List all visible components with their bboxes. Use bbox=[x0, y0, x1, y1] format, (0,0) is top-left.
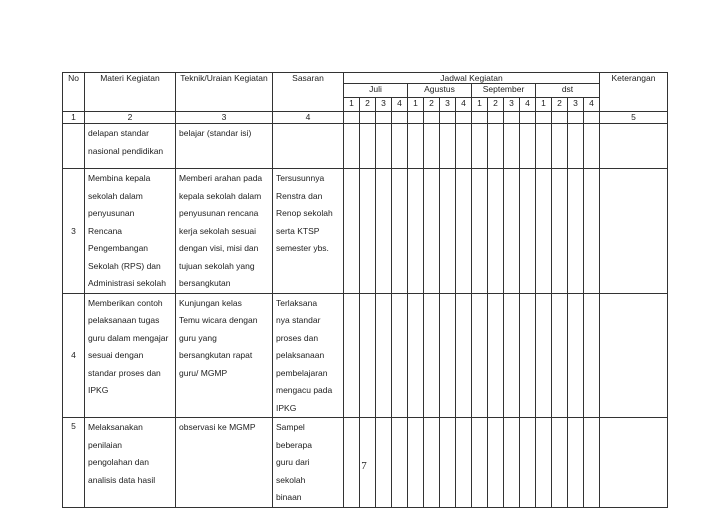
table-row bbox=[63, 169, 668, 294]
column-number: 4 bbox=[273, 112, 344, 124]
header-materi: Materi Kegiatan bbox=[85, 73, 176, 112]
header-week: 4 bbox=[456, 98, 472, 112]
row-sasaran: Sampel beberapa guru dari sekolah binaan bbox=[276, 422, 312, 502]
row-teknik: belajar (standar isi) bbox=[179, 128, 252, 138]
row-number bbox=[63, 124, 85, 169]
header-month-dst: dst bbox=[536, 84, 600, 98]
row-materi: Melaksanakan penilaian pengolahan dan analisis data hasil bbox=[88, 422, 156, 485]
column-number: 2 bbox=[85, 112, 176, 124]
header-week: 2 bbox=[552, 98, 568, 112]
table-row bbox=[63, 293, 668, 418]
row-teknik: Kunjungan kelas Temu wicara dengan guru yang bersangkutan rapat guru/ MGMP bbox=[179, 297, 258, 378]
schedule-table bbox=[62, 72, 668, 508]
row-number: 5 bbox=[63, 418, 85, 508]
header-week: 3 bbox=[376, 98, 392, 112]
column-number: 5 bbox=[600, 112, 668, 124]
header-week: 4 bbox=[584, 98, 600, 112]
header-week: 4 bbox=[520, 98, 536, 112]
header-week: 3 bbox=[440, 98, 456, 112]
row-materi: Membina kepala sekolah dalam penyusunan Rencana Pengembangan Sekolah (RPS) dan Administrasi sekolah bbox=[88, 173, 166, 288]
header-week: 1 bbox=[408, 98, 424, 112]
row-sasaran bbox=[273, 124, 343, 125]
header-week: 1 bbox=[344, 98, 360, 112]
header-week: 2 bbox=[360, 98, 376, 112]
row-materi: Memberikan contoh pelaksanaan tugas guru dalam mengajar sesuai dengan standar proses dan IPKG bbox=[88, 297, 169, 395]
header-jadwal: Jadwal Kegiatan bbox=[344, 73, 600, 84]
row-number: 3 bbox=[63, 169, 85, 294]
header-week: 2 bbox=[488, 98, 504, 112]
row-materi: delapan standar nasional pendidikan bbox=[88, 128, 164, 156]
header-month-agustus: Agustus bbox=[408, 84, 472, 98]
row-teknik: Memberi arahan pada kepala sekolah dalam penyusunan rencana kerja sekolah sesuai dengan visi, misi dan tujuan sekolah yang bersangkutan bbox=[179, 173, 263, 288]
column-number: 1 bbox=[63, 112, 85, 124]
header-week: 4 bbox=[392, 98, 408, 112]
row-number: 4 bbox=[63, 293, 85, 418]
row-teknik: observasi ke MGMP bbox=[179, 422, 256, 432]
header-keterangan: Keterangan bbox=[600, 73, 668, 112]
row-sasaran: Terlaksana nya standar proses dan pelaksanaan pembelajaran mengacu pada IPKG bbox=[276, 297, 333, 413]
header-week: 3 bbox=[568, 98, 584, 112]
header-month-juli: Juli bbox=[344, 84, 408, 98]
header-sasaran: Sasaran bbox=[273, 73, 344, 112]
header-week: 1 bbox=[472, 98, 488, 112]
column-number-row bbox=[63, 112, 668, 124]
page-number: 7 bbox=[361, 460, 367, 472]
header-no: No bbox=[63, 73, 85, 112]
table-row bbox=[63, 124, 668, 169]
row-sasaran: Tersusunnya Renstra dan Renop sekolah serta KTSP semester ybs. bbox=[276, 173, 333, 253]
header-week: 1 bbox=[536, 98, 552, 112]
header-week: 3 bbox=[504, 98, 520, 112]
header-week: 2 bbox=[424, 98, 440, 112]
header-month-september: September bbox=[472, 84, 536, 98]
header-teknik: Teknik/Uraian Kegiatan bbox=[176, 73, 273, 112]
column-number: 3 bbox=[176, 112, 273, 124]
